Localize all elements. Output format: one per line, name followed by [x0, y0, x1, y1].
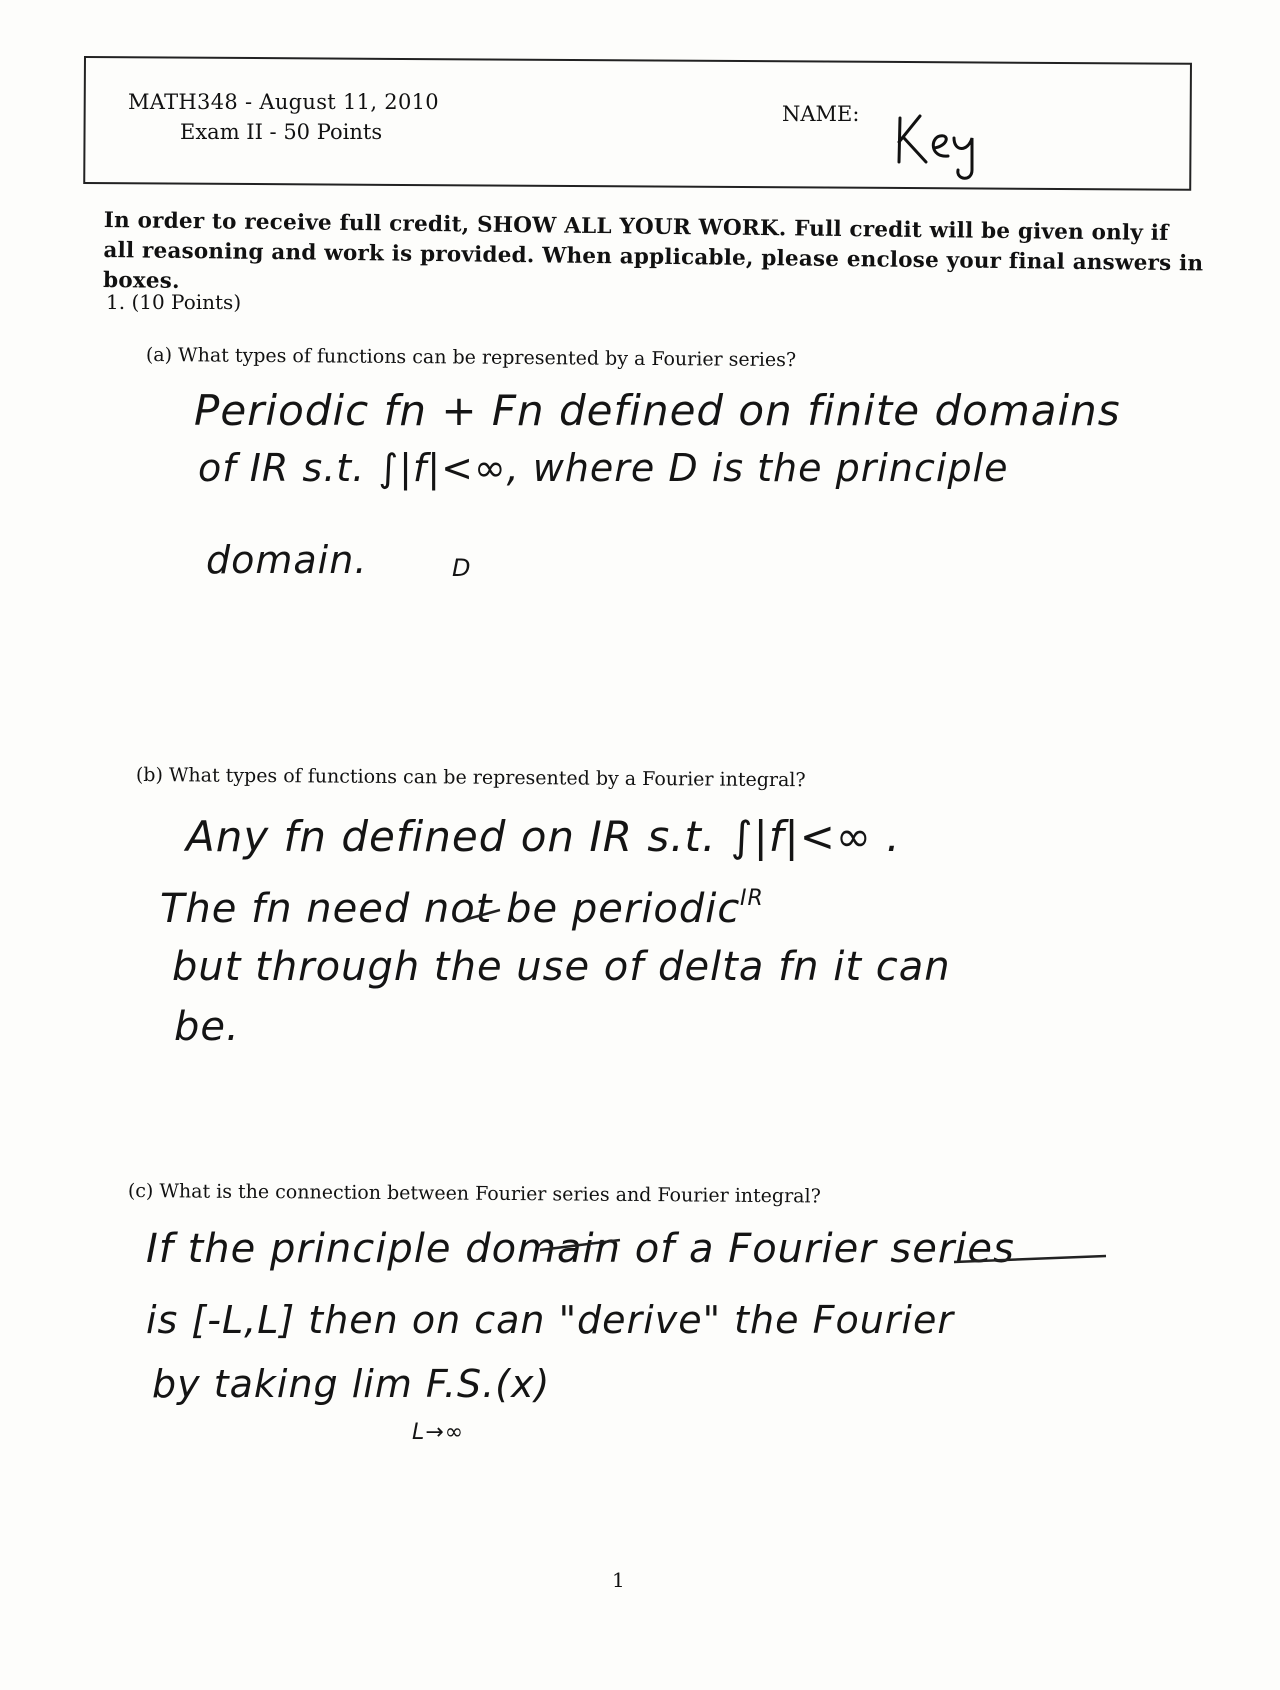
part-c-answer-subscript: L→∞ [412, 1420, 465, 1445]
part-a-answer-line-1: Periodic fn + Fn defined on finite domains [194, 386, 1121, 435]
part-b-answer-line-4: be. [174, 1004, 240, 1050]
part-c-prompt: (c) What is the connection between Fourier series and Fourier integral? [127, 1180, 821, 1208]
part-a-answer-subscript: D [452, 554, 472, 582]
part-b-answer-line-2: The fn need not be periodic [160, 886, 741, 932]
part-a-answer-line-3: domain. [206, 538, 368, 582]
exam-title: Exam II - 50 Points [180, 120, 383, 144]
part-b-answer-line-1: Any fn defined on IR s.t. ∫|f|<∞ . [186, 812, 901, 861]
instructions: In order to receive full credit, SHOW ALL YOUR WORK. Full credit will be given only if all reasoning and work is provided. When applicable, please enclose your final answers in boxes. [102, 207, 1204, 294]
course-date: MATH348 - August 11, 2010 [128, 90, 439, 114]
part-c-answer-line-1: If the principle domain of a Fourier series [146, 1226, 1015, 1272]
part-c-answer-line-2: is [-L,L] then on can "derive" the Fourier [146, 1298, 954, 1342]
part-a-answer-line-2: of IR s.t. ∫|f|<∞, where D is the principle [198, 446, 1009, 490]
page-number: 1 [612, 1568, 625, 1592]
part-b-prompt: (b) What types of functions can be represented by a Fourier integral? [135, 764, 806, 792]
part-b-answer-subscript: IR [740, 886, 764, 911]
name-value-handwritten [894, 104, 1004, 184]
question-1-heading: 1. (10 Points) [106, 290, 242, 314]
part-a-prompt: (a) What types of functions can be represented by a Fourier series? [145, 344, 797, 372]
part-b-answer-line-3: but through the use of delta fn it can [172, 944, 951, 990]
name-label: NAME: [782, 102, 860, 126]
part-c-answer-line-3: by taking lim F.S.(x) [152, 1362, 551, 1406]
